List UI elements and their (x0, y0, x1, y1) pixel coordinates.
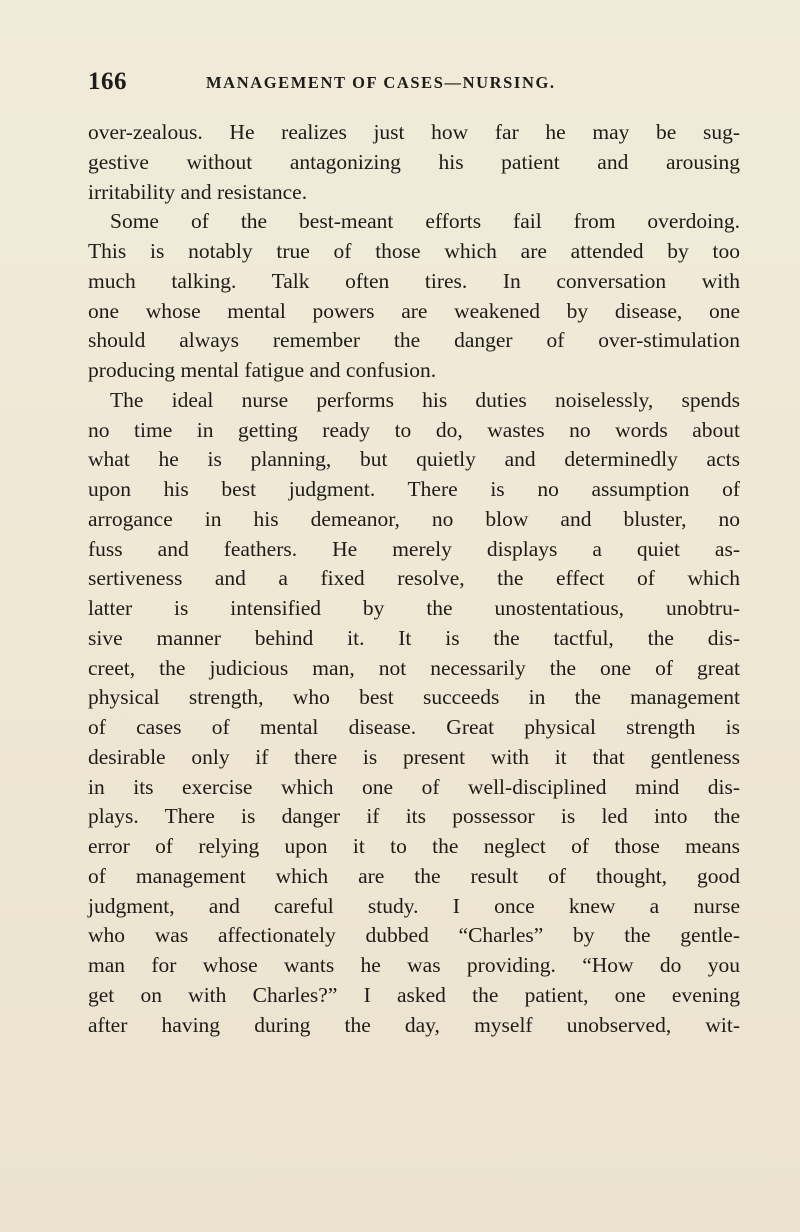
text-line: what he is planning, but quietly and determinedly acts (88, 447, 740, 472)
text-line: fuss and feathers. He merely displays a quiet as- (88, 536, 740, 561)
text-line: error of relying upon it to the neglect of those means (88, 834, 740, 858)
text-line: of cases of mental disease. Great physical strength is (88, 715, 740, 739)
text-line: creet, the judicious man, not necessarily the one of great (88, 655, 740, 680)
page-header (88, 68, 748, 108)
text-line: one whose mental powers are weakened by disease, one (88, 298, 740, 323)
text-line: The ideal nurse performs his duties noiselessly, spends (110, 387, 740, 412)
text-line: after having during the day, myself unobserved, wit- (88, 1012, 740, 1037)
text-line: of management which are the result of thought, good (88, 863, 740, 888)
text-line: sertiveness and a fixed resolve, the effect of which (88, 566, 740, 591)
text-line: judgment, and careful study. I once knew a nurse (88, 893, 740, 918)
text-line: man for whose wants he was providing. “How do you (88, 953, 740, 977)
running-head: MANAGEMENT OF CASES—NURSING. (206, 73, 556, 92)
text-line: latter is intensified by the unostentatious, unobtru- (88, 596, 740, 620)
text-line: over-zealous. He realizes just how far he may be sug- (88, 120, 740, 144)
text-line: upon his best judgment. There is no assumption of (88, 477, 740, 501)
body-text (88, 118, 740, 1040)
text-line: in its exercise which one of well-disciplined mind dis- (88, 774, 740, 799)
text-line: sive manner behind it. It is the tactful, the dis- (88, 625, 740, 650)
text-line: physical strength, who best succeeds in the management (88, 685, 740, 710)
text-line: arrogance in his demeanor, no blow and bluster, no (88, 506, 740, 531)
text-line: desirable only if there is present with it that gentleness (88, 744, 740, 769)
text-line: plays. There is danger if its possessor is led into the (88, 804, 740, 829)
text-line: gestive without antagonizing his patient and arousing (88, 149, 740, 174)
page-number: 166 (88, 68, 127, 95)
text-line: get on with Charles?” I asked the patient, one evening (88, 982, 740, 1007)
text-line: irritability and resistance. (88, 179, 308, 204)
text-line: producing mental fatigue and confusion. (88, 358, 437, 382)
text-line: should always remember the danger of over-stimulation (88, 328, 740, 353)
text-line: Some of the best-meant efforts fail from overdoing. (110, 209, 740, 234)
text-line: no time in getting ready to do, wastes no words about (88, 417, 740, 442)
text-line: much talking. Talk often tires. In conversation with (88, 268, 740, 293)
text-line: who was affectionately dubbed “Charles” by the gentle- (88, 923, 740, 948)
text-line: This is notably true of those which are attended by too (88, 239, 740, 263)
